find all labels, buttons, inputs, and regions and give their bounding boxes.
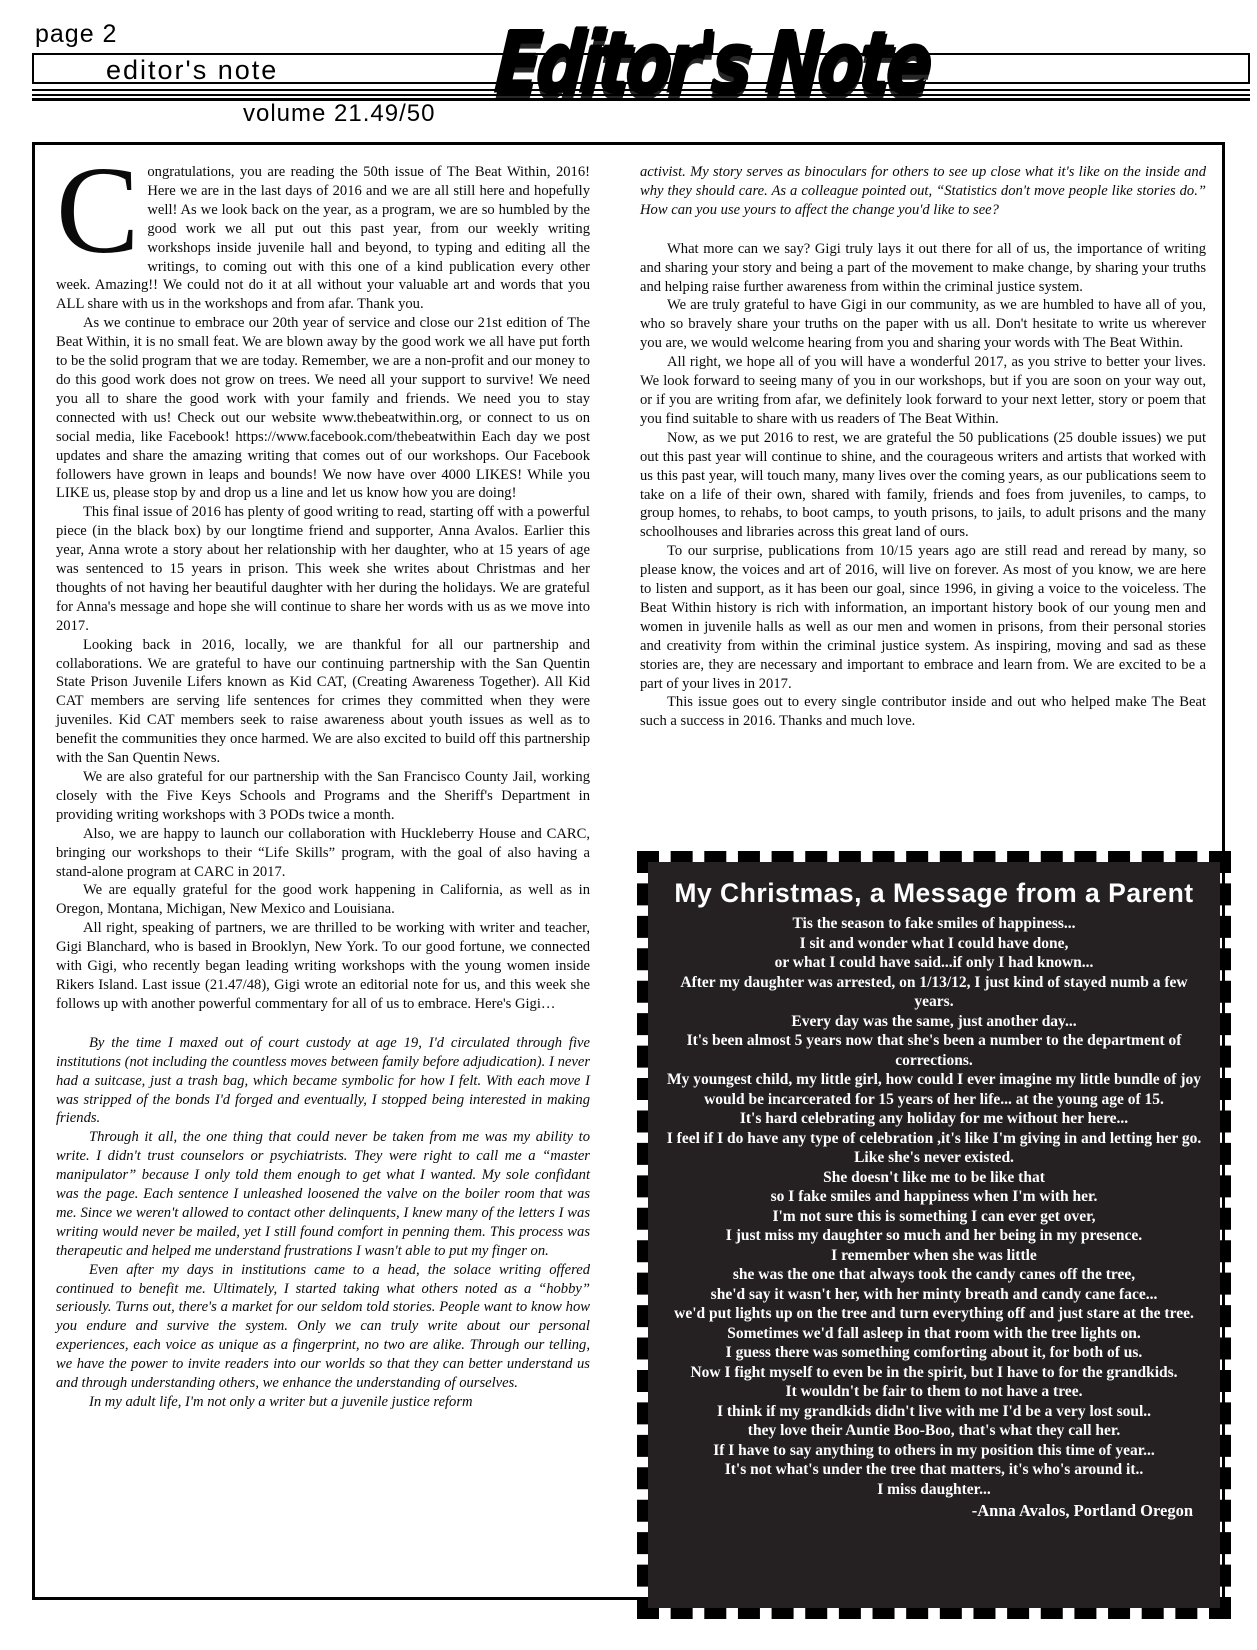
poem-line: If I have to say anything to others in my position this time of year... — [713, 1441, 1155, 1459]
paragraph: Looking back in 2016, locally, we are thankful for all our partnership and collaborations. We are grateful to have our continuing partnership with the San Quentin State Prison Juvenile Lifers known as Kid CAT, (Creating Awareness Together). All Kid CAT members are serving life sentences for crimes they committed when they were juveniles. Kid CAT members seek to raise awareness about youth issues as well as to benefit the communities they once harmed. We are also excited to build off this partnership with the San Quentin News. — [56, 636, 590, 767]
poem-line: I think if my grandkids didn't live with me I'd be a very lost soul.. — [716, 1402, 1152, 1420]
poem-line: It's been almost 5 years now that she's been a number to the department of corrections. — [686, 1032, 1182, 1069]
left-column — [56, 142, 590, 1412]
poem-body — [661, 914, 1207, 1499]
poem-line: I guess there was something comforting about it, for both of us. — [725, 1344, 1143, 1361]
paragraph: All right, we hope all of you will have a wonderful 2017, as you strive to better your lives. We look forward to seeing many of you in our workshops, but if you are soon on your way out, or if you are writing from afar, we definitely look forward to your next letter, story or poem that you find suitable to share with us readers of The Beat Within. — [640, 354, 1206, 427]
lead-paragraph — [56, 142, 590, 314]
poem-line: or what I could have said...if only I had known... — [774, 954, 1094, 971]
poem-title: My Christmas, a Message from a Parent — [674, 878, 1194, 908]
paragraph: We are truly grateful to have Gigi in our community, as we are humbled to have all of you, who so bravely share your truths on the paper with us all. Don't hesitate to write us wherever you are, we would welcome hearing from you and sharing your words with The Beat Within. — [640, 297, 1206, 352]
poem-line: I remember when she was little — [831, 1246, 1037, 1264]
poem-box — [637, 851, 1231, 1619]
paragraph: activist. My story serves as binoculars for others to see up close what it's like on the inside and why they should care. As a colleague pointed out, “Statistics don't move people like stories do.” How can you use yours to affect the change you'd like to see? — [640, 164, 1206, 218]
poem-line: she'd say it wasn't her, with her minty breath and candy cane face... — [710, 1285, 1158, 1303]
poem-line: I sit and wonder what I could have done, — [799, 934, 1069, 952]
poem-line: Like she's never existed. — [854, 1149, 1014, 1166]
poem-line: I feel if I do have any type of celebration ,it's like I'm giving in and letting her go. — [666, 1129, 1202, 1147]
paragraph: Now, as we put 2016 to rest, we are grateful the 50 publications (25 double issues) we put out this past year will continue to shine, and the courageous writers and artists that worked with us this past year, will touch many, many lives over the coming years, as our publications seem to take on a life of their own, shared with family, friends and foes from juveniles, to camps, to group homes, to rehabs, to boot camps, to youth prisons, to jails, to adult prisons and the many schoolhouses and libraries across this great land of ours. — [640, 429, 1206, 541]
paragraph: Through it all, the one thing that could never be taken from me was my ability to write. I didn't trust counselors or psychiatrists. They were right to call me a “master manipulator” because I only told them enough to get what I wanted. My sole confidant was the page. Each sentence I unleashed loosened the valve on the boiler room that was me. Since we weren't allowed to contact other delinquents, I knew many of the letters I was writing would never be mailed, yet I still found comfort in penning them. This process was therapeutic and helped me understand frustrations I wasn't able to put my finger on. — [56, 1129, 590, 1259]
paragraph: Even after my days in institutions came to a head, the solace writing offered continued to benefit me. Ultimately, I started taking what others noted as a “hobby” seriously. Turns out, there's a market for our seldom told stories. People want to know how you endure and survive the system. Only we can truly write about our personal experiences, each voice as unique as a fingerprint, no two are alike. Through our telling, we have the power to invite readers into our worlds so that they can better understand us and through understanding others, we enhance the understanding of ourselves. — [56, 1261, 590, 1392]
poem-signature: -Anna Avalos, Portland Oregon — [971, 1501, 1193, 1520]
paragraph: Also, we are happy to launch our collaboration with Huckleberry House and CARC, bringing our workshops to their “Life Skills” program, with the goal of also having a stand-alone program at CARC in 2017. — [56, 825, 590, 880]
poem-line: I'm not sure this is something I can ever get over, — [772, 1207, 1096, 1225]
paragraph: In my adult life, I'm not only a writer but a juvenile justice reform — [89, 1394, 473, 1410]
graffiti-title: Editor's Note — [491, 12, 932, 113]
poem-line: My youngest child, my little girl, how could I ever imagine my little bundle of joy would be incarcerated for 15 years of her life... at the young age of 15. — [666, 1071, 1201, 1108]
paragraph: We are also grateful for our partnership with the San Francisco County Jail, working closely with the Five Keys Schools and Programs and the Sheriff's Department in providing writing workshops with 3 PODs twice a month. — [56, 769, 590, 823]
paragraph: We are equally grateful for the good work happening in California, as well as in Oregon, Montana, Michigan, New Mexico and Louisiana. — [56, 882, 590, 918]
poem-line: we'd put lights up on the tree and turn everything off and just stare at the tree. — [674, 1305, 1194, 1322]
poem-line: It's hard celebrating any holiday for me without her here... — [739, 1110, 1129, 1127]
paragraph: By the time I maxed out of court custody at age 19, I'd circulated through five institutions (not including the countless moves between family before adjudication). I never had a suitcase, just a trash bag, which became symbolic for how I felt. With each move I was stripped of the bonds I'd forged and eventually, I stopped being interested in making friends. — [56, 1034, 590, 1127]
paragraph: To our surprise, publications from 10/15 years ago are still read and reread by many, so please know, the voices and art of 2016, will live on forever. As most of you know, we are here to listen and support, as it has been our goal, since 1996, in giving a voice to the voiceless. The Beat Within history is rich with information, an important history book of our young men and women in juvenile halls as well as our men and women in prisons, from their personal stories and creativity from within the criminal justice system. As inspiring, moving and sad as these stories are, they are necessary and important to embrace and learn from. We are excited to be a part of your lives in 2017. — [640, 543, 1206, 692]
poem-line: Sometimes we'd fall asleep in that room with the tree lights on. — [727, 1324, 1141, 1342]
poem-line: Every day was the same, just another day... — [791, 1012, 1077, 1030]
page-number-label: page 2 — [35, 20, 118, 48]
poem-line: I miss daughter... — [877, 1480, 991, 1498]
poem-line: Tis the season to fake smiles of happiness... — [792, 915, 1076, 932]
poem-line: I just miss my daughter so much and her being in my presence. — [725, 1227, 1143, 1244]
paragraph: This final issue of 2016 has plenty of good writing to read, starting off with a powerful piece (in the black box) by our longtime friend and supporter, Anna Avalos. Earlier this year, Anna wrote a story about her relationship with her daughter, who at 15 years of age was sentenced to 15 years in prison. This week she writes about Christmas and her thoughts of not having her beautiful daughter with her during the holidays. We are grateful for Anna's message and hope she will continue to share her words with us as we move into 2017. — [56, 504, 590, 634]
paragraph: All right, speaking of partners, we are thrilled to be working with writer and teacher, Gigi Blanchard, who is based in Brooklyn, New York. To our good fortune, we connected with Gigi, who recently began leading writing workshops with the young women inside Rikers Island. Last issue (21.47/48), Gigi wrote an editorial note for us, and this week she follows up with another powerful commentary for all of us to embrace. Here's Gigi… — [56, 920, 590, 1012]
poem-line: It wouldn't be fair to them to not have a tree. — [785, 1383, 1083, 1400]
poem-line: they love their Auntie Boo-Boo, that's what they call her. — [747, 1422, 1121, 1439]
paragraph: As we continue to embrace our 20th year of service and close our 21st edition of The Beat Within, it is no small feat. We are blown away by the good work we all have put forth to be the solid program that we are today. Remember, we are a non-profit and our money to do this good work does not grow on trees. We need all your support to survive! We need you all to share the good work with your family and friends. We need you to stay connected with us! Check out our website www.thebeatwithin.org, or connect to us on social media, like Facebook! https://www.facebook.com/thebeatwithin Each day we post updates and share the amazing writing that comes out of our workshops. Our Facebook followers have grown in leaps and bounds! We now have over 4000 LIKES! While you LIKE us, please stop by and drop us a line and let us know how you are doing! — [56, 315, 590, 502]
section-label: editor's note — [106, 55, 279, 85]
poem-line: It's not what's under the tree that matters, it's who's around it.. — [724, 1461, 1144, 1478]
poem-line: She doesn't like me to be like that — [823, 1168, 1045, 1186]
drop-cap: C — [56, 142, 140, 280]
paragraph: What more can we say? Gigi truly lays it out there for all of us, the importance of writing and sharing your story and being a part of the movement to make change, by sharing your truths and helping raise further awareness from within the criminal justice system. — [640, 240, 1206, 295]
lead-paragraph-text: ongratulations, you are reading the 50th issue of The Beat Within, 2016! Here we are in the last days of 2016 and we are all still here and hopefully well! As we look back on the year, as a program, we are so humbled by the good work we all put out this past year, from our weekly writing workshops inside juvenile hall and beyond, to typing and editing all the writings, to coming out with this one of a kind publication every other week. Amazing!! We could not do it at all without your valuable art and words that you ALL share with us in the workshops and from afar. Thank you. — [56, 164, 590, 313]
poem-line: so I fake smiles and happiness when I'm with her. — [770, 1188, 1098, 1205]
poem-line: she was the one that always took the candy canes off the tree, — [732, 1266, 1136, 1283]
paragraph: This issue goes out to every single contributor inside and out who helped make The Beat such a success in 2016. Thanks and much love. — [640, 694, 1206, 730]
poem-line: After my daughter was arrested, on 1/13/12, I just kind of stayed numb a few years. — [680, 973, 1188, 1010]
poem-line: Now I fight myself to even be in the spirit, but I have to for the grandkids. — [690, 1363, 1178, 1381]
right-column — [640, 163, 1206, 731]
volume-label: volume 21.49/50 — [243, 100, 436, 127]
